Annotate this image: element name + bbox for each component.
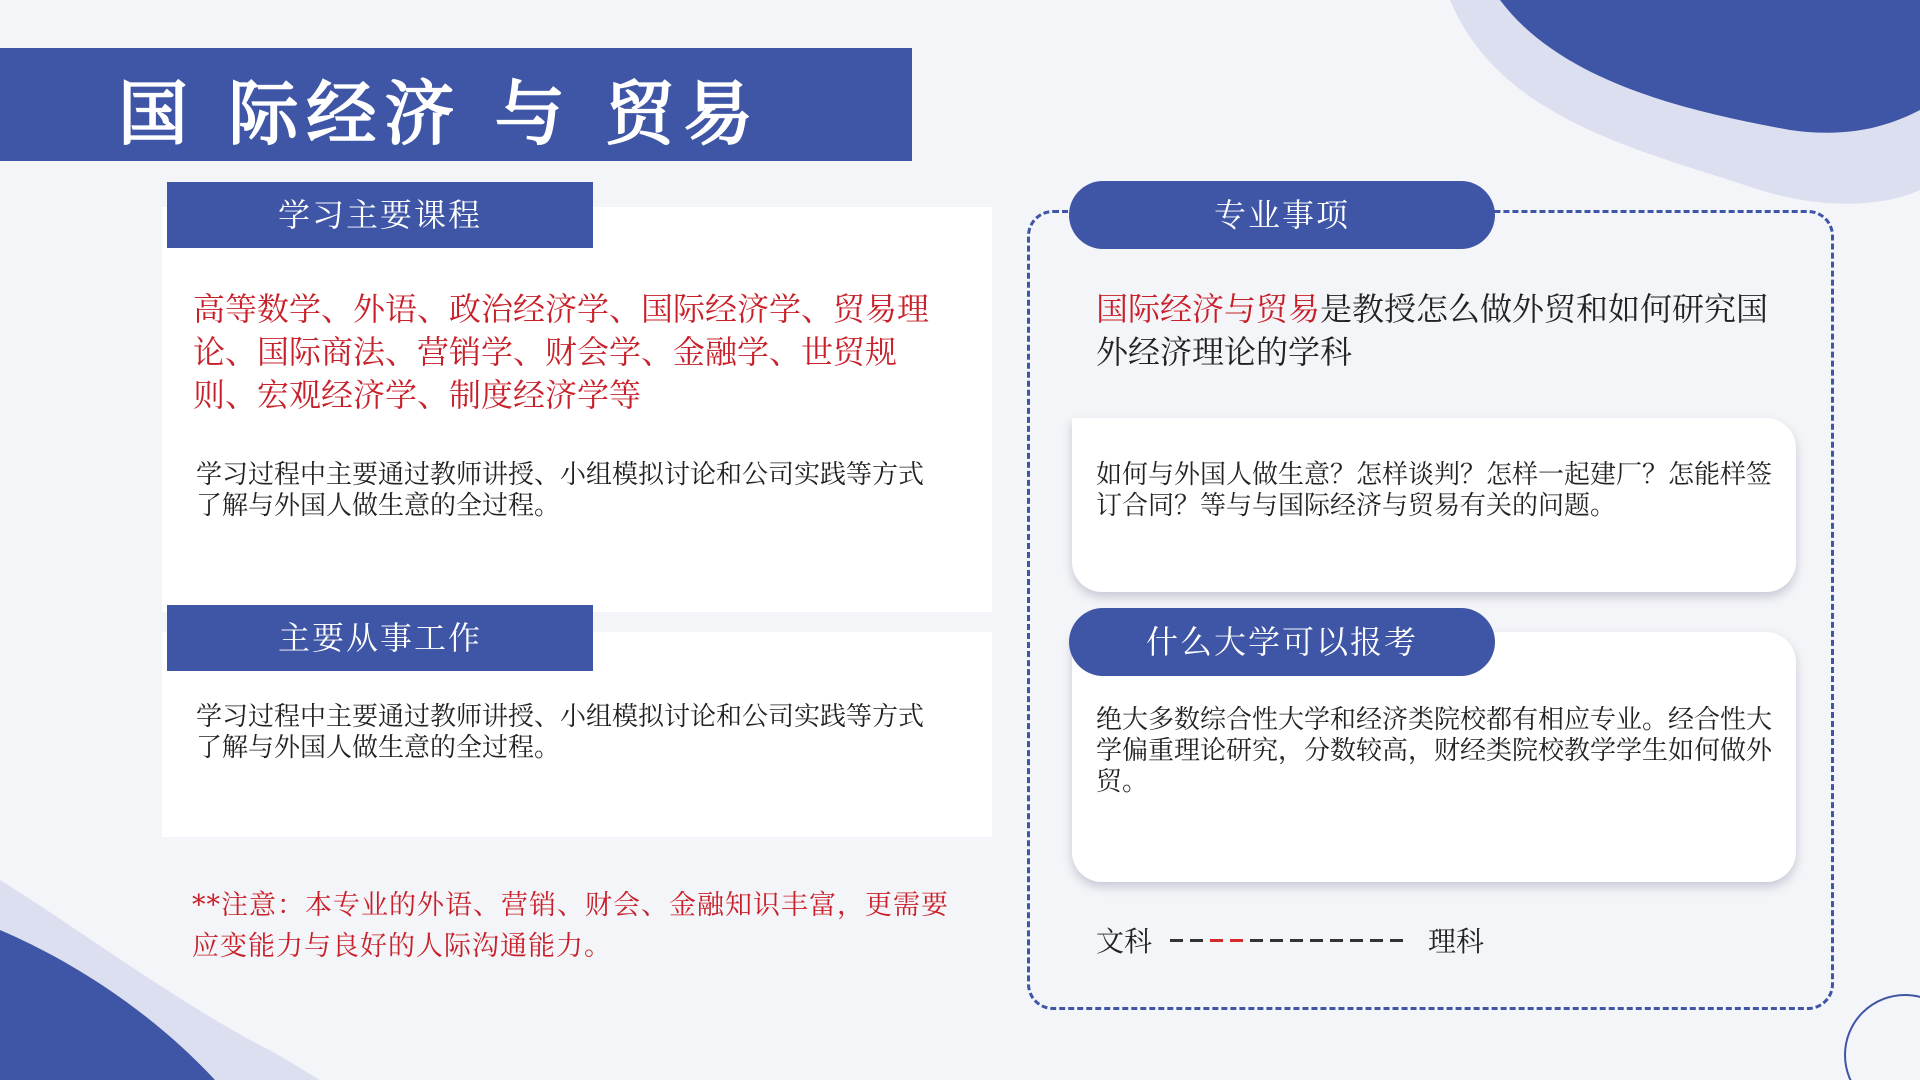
scale-dash bbox=[1310, 939, 1323, 942]
universities-text: 绝大多数综合性大学和经济类院校都有相应专业。经合性大学偏重理论研究，分数较高，财经类院校教学学生如何做外贸。 bbox=[1096, 705, 1773, 797]
note-text: **注意：本专业的外语、营销、财会、金融知识丰富，更需要应变能力与良好的人际沟通能力。 bbox=[192, 890, 949, 962]
major-intro bbox=[1096, 288, 1796, 374]
major-intro-rest: 是教授怎么做外贸和如何研究国外经济理论的学科 bbox=[1096, 290, 1769, 371]
scale-dash bbox=[1190, 939, 1203, 942]
scale-dash bbox=[1330, 939, 1343, 942]
courses-tab: 学习主要课程 bbox=[167, 182, 593, 248]
page-title: 国 际经济 与 贸易 bbox=[118, 72, 762, 155]
major-name-highlight: 国际经济与贸易 bbox=[1096, 290, 1321, 328]
courses-description: 学习过程中主要通过教师讲授、小组模拟讨论和公司实践等方式了解与外国人做生意的全过程。 bbox=[196, 460, 925, 521]
scale-dash bbox=[1270, 939, 1283, 942]
arts-science-scale bbox=[1096, 922, 1484, 958]
scale-left-label: 文科 bbox=[1096, 925, 1153, 958]
scale-dash bbox=[1290, 939, 1303, 942]
matters-tab: 专业事项 bbox=[1069, 181, 1495, 249]
scale-dash bbox=[1390, 939, 1403, 942]
scale-dash bbox=[1350, 939, 1363, 942]
scale-dash bbox=[1210, 939, 1223, 942]
questions-text: 如何与外国人做生意？怎样谈判？怎样一起建厂？怎能样签订合同？等与与国际经济与贸易有关的问题。 bbox=[1096, 460, 1773, 521]
courses-list: 高等数学、外语、政治经济学、国际经济学、贸易理论、国际商法、营销学、财会学、金融学、世贸规则、宏观经济学、制度经济学等 bbox=[193, 290, 930, 414]
scale-dashes bbox=[1170, 939, 1410, 942]
jobs-tab: 主要从事工作 bbox=[167, 605, 593, 671]
scale-dash bbox=[1230, 939, 1243, 942]
scale-right-label: 理科 bbox=[1428, 925, 1485, 958]
jobs-description: 学习过程中主要通过教师讲授、小组模拟讨论和公司实践等方式了解与外国人做生意的全过程。 bbox=[196, 702, 925, 763]
universities-tab: 什么大学可以报考 bbox=[1069, 608, 1495, 676]
scale-dash bbox=[1170, 939, 1183, 942]
scale-dash bbox=[1370, 939, 1383, 942]
scale-dash bbox=[1250, 939, 1263, 942]
